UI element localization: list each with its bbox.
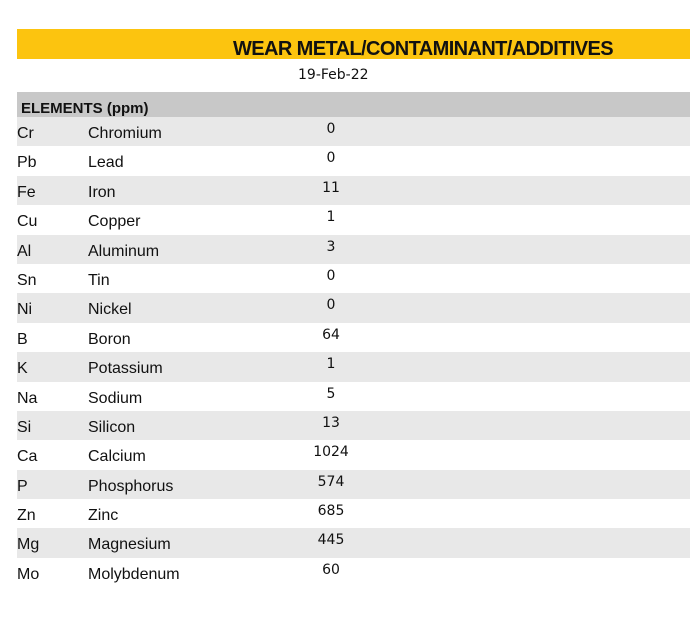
element-symbol: Cu — [17, 213, 38, 231]
element-name: Silicon — [88, 418, 136, 436]
report-sheet — [17, 29, 690, 587]
table-row: Mg Magnesium 445 — [17, 528, 690, 557]
element-symbol: Fe — [17, 183, 36, 201]
element-name: Chromium — [88, 125, 162, 142]
element-name: Boron — [88, 330, 131, 348]
table-row: B Boron 64 — [17, 326, 340, 348]
element-symbol: Sn — [17, 271, 37, 289]
element-symbol: Si — [17, 418, 32, 436]
element-name: Potassium — [88, 360, 163, 378]
element-symbol: Ca — [17, 448, 38, 466]
report-title: WEAR METAL/CONTAMINANT/ADDITIVES — [233, 38, 614, 60]
element-symbol: Pb — [17, 154, 37, 172]
element-symbol: K — [17, 360, 28, 378]
element-symbol: B — [17, 330, 28, 348]
element-symbol: Mo — [17, 565, 40, 583]
element-symbol: Al — [17, 242, 32, 260]
table-row: Fe Iron 11 — [17, 176, 690, 205]
element-name: Lead — [88, 154, 124, 172]
table-row: Ca Calcium 1024 — [17, 444, 349, 466]
element-name: Molybdenum — [88, 565, 180, 583]
report-date: 19-Feb-22 — [298, 67, 369, 83]
element-name: Phosphorus — [88, 477, 174, 495]
table-row: Sn Tin 0 — [17, 267, 336, 289]
table-row: Cu Copper 1 — [17, 209, 336, 231]
element-symbol: Ni — [17, 301, 33, 319]
element-name: Zinc — [88, 507, 119, 525]
element-symbol: Na — [17, 389, 38, 407]
table-row: Cr Chromium 0 — [17, 117, 690, 146]
table-row: Mo Molybdenum 60 — [17, 561, 340, 583]
element-name: Calcium — [88, 448, 146, 466]
table-row: Al Aluminum 3 — [17, 235, 690, 264]
element-name: Aluminum — [88, 242, 160, 260]
element-name: Iron — [88, 183, 116, 201]
table-row: Ni Nickel 0 — [17, 293, 690, 322]
table-row: Zn Zinc 685 — [17, 503, 345, 525]
element-symbol: Mg — [17, 536, 40, 554]
table-row: Si Silicon 13 — [17, 411, 690, 440]
date-row — [17, 59, 690, 92]
elements-table — [17, 117, 690, 587]
element-symbol: P — [17, 477, 28, 495]
table-row: P Phosphorus 574 — [17, 470, 690, 499]
title-bar — [17, 29, 690, 59]
table-row: K Potassium 1 — [17, 352, 690, 381]
element-name: Copper — [88, 213, 141, 231]
element-name: Nickel — [88, 301, 132, 319]
table-row: Pb Lead 0 — [17, 150, 336, 172]
section-title: ELEMENTS (ppm) — [21, 100, 149, 117]
section-header — [17, 92, 690, 117]
element-symbol: Zn — [17, 507, 36, 525]
table-row: Na Sodium 5 — [17, 385, 336, 407]
element-symbol: Cr — [17, 125, 34, 142]
element-name: Tin — [88, 271, 110, 289]
element-name: Magnesium — [88, 536, 171, 554]
element-name: Sodium — [88, 389, 143, 407]
